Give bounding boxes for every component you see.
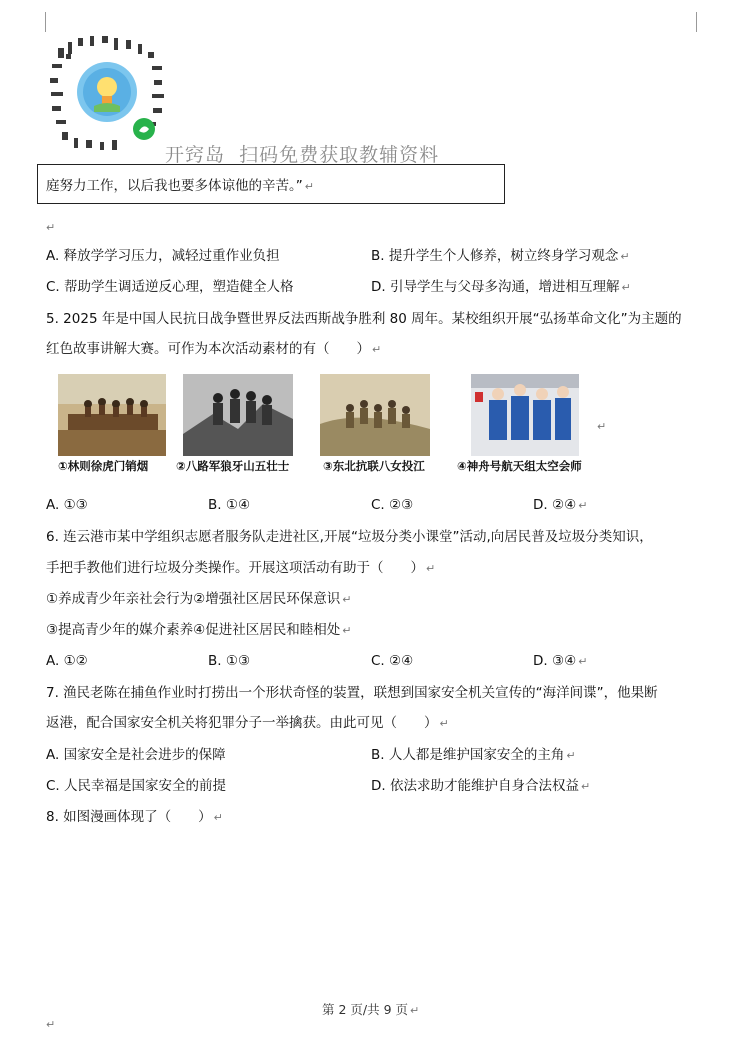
qr-code-image [48, 34, 166, 152]
q5-option-a: A. ①③ [46, 497, 88, 513]
q6-stem-line2: 手把手教他们进行垃圾分类操作。开展这项活动有助于（ ） ↵ [46, 560, 436, 576]
q6-option-c: C. ②④ [371, 653, 414, 669]
q4-option-d: D. 引导学生与父母多沟通，增进相互理解 ↵ [371, 279, 631, 295]
q7-option-c: C. 人民幸福是国家安全的前提 [46, 778, 227, 794]
q5-caption-2: ②八路军狼牙山五壮士 [176, 459, 290, 473]
q5-image-1 [58, 374, 166, 456]
q8-stem: 8. 如图漫画体现了（ ） ↵ [46, 809, 223, 825]
q5-caption-3: ③东北抗联八女投江 [323, 459, 425, 473]
q5-caption-1: ①林则徐虎门销烟 [58, 459, 149, 473]
q6-stem-line1: 6. 连云港市某中学组织志愿者服务队走进社区,开展“垃圾分类小课堂”活动,向居民普及垃圾分类知识， [46, 529, 653, 545]
q7-stem-line2: 返港，配合国家安全机关将犯罪分子一举擒获。由此可见（ ） ↵ [46, 715, 449, 731]
q4-option-c: C. 帮助学生调适逆反心理，塑造健全人格 [46, 279, 294, 295]
q5-stem-line2: 红色故事讲解大赛。可作为本次活动素材的有（ ） ↵ [46, 341, 382, 357]
q4-option-b: B. 提升学生个人修养，树立终身学习观念 ↵ [371, 248, 630, 264]
q5-stem-line1: 5. 2025 年是中国人民抗日战争暨世界反法西斯战争胜利 80 周年。某校组织开展“弘扬革命文化”为主题的 [46, 311, 682, 327]
q5-image-2 [183, 374, 293, 456]
q6-option-d: D. ③④ ↵ [533, 653, 588, 669]
q6-statements-1: ①养成青少年亲社会行为②增强社区居民环保意识 ↵ [46, 591, 352, 607]
q5-image-4 [471, 374, 579, 456]
blank-paragraph-mark: ↵ [46, 221, 56, 234]
q7-stem-line1: 7. 渔民老陈在捕鱼作业时打捞出一个形状奇怪的装置，联想到国家安全机关宣传的“海洋间谍”，他果断 [46, 685, 658, 701]
q4-option-a: A. 释放学学习压力，减轻过重作业负担 [46, 248, 280, 264]
quote-text: 庭努力工作，以后我也要多体谅他的辛苦。” ↵ [46, 178, 314, 194]
q5-option-d: D. ②④ ↵ [533, 497, 588, 513]
q5-caption-4: ④神舟号航天组太空会师 [457, 459, 582, 473]
q5-option-b: B. ①④ [208, 497, 251, 513]
crop-mark-top-right [696, 12, 698, 32]
q7-option-a: A. 国家安全是社会进步的保障 [46, 747, 226, 763]
q6-option-a: A. ①② [46, 653, 88, 669]
q5-image-3 [320, 374, 430, 456]
q5-option-c: C. ②③ [371, 497, 414, 513]
watermark: 开窍岛 扫码免费获取教辅资料 [165, 144, 440, 166]
q5-images-paragraph-mark: ↵ [597, 420, 607, 433]
q6-option-b: B. ①③ [208, 653, 251, 669]
crop-mark-top-left [45, 12, 47, 32]
q6-statements-2: ③提高青少年的媒介素养④促进社区居民和睦相处 ↵ [46, 622, 352, 638]
q7-option-d: D. 依法求助才能维护自身合法权益 ↵ [371, 778, 591, 794]
footer-paragraph-mark: ↵ [46, 1018, 56, 1031]
q7-option-b: B. 人人都是维护国家安全的主角 ↵ [371, 747, 576, 763]
page-footer: 第 2 页/共 9 页 ↵ [322, 1002, 420, 1017]
